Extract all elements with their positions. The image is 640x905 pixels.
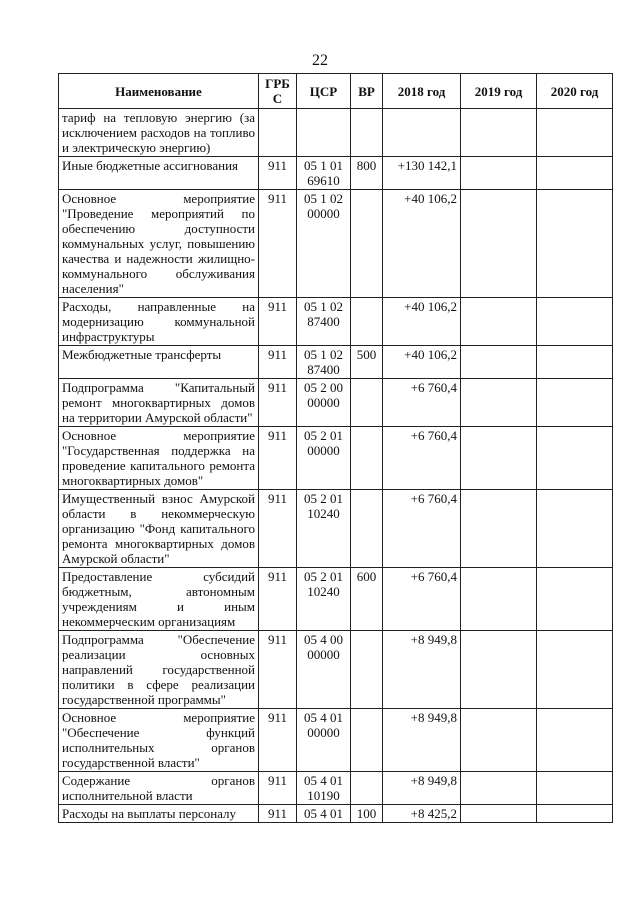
cell-2019 [461, 157, 537, 190]
cell-2018: +40 106,2 [383, 190, 461, 298]
cell-csr: 05 1 02 87400 [297, 346, 351, 379]
cell-2020 [537, 709, 613, 772]
cell-2019 [461, 190, 537, 298]
cell-vr [351, 709, 383, 772]
cell-2019 [461, 490, 537, 568]
cell-2019 [461, 346, 537, 379]
cell-csr: 05 1 02 87400 [297, 298, 351, 346]
header-name: Наименование [59, 74, 259, 109]
cell-grbs: 911 [259, 427, 297, 490]
table-row [59, 379, 613, 427]
table-row [59, 709, 613, 772]
cell-csr: 05 2 00 00000 [297, 379, 351, 427]
cell-vr: 800 [351, 157, 383, 190]
table-row [59, 772, 613, 805]
cell-csr [297, 109, 351, 157]
table-row [59, 568, 613, 631]
cell-vr: 600 [351, 568, 383, 631]
cell-csr: 05 2 01 00000 [297, 427, 351, 490]
cell-2020 [537, 109, 613, 157]
cell-2020 [537, 379, 613, 427]
cell-name: Иные бюджетные ассигнования [59, 157, 259, 190]
cell-grbs: 911 [259, 157, 297, 190]
cell-vr [351, 379, 383, 427]
cell-name: Основное мероприятие "Обеспечение функций исполнительных органов государственной власти" [59, 709, 259, 772]
table-row [59, 427, 613, 490]
cell-2019 [461, 805, 537, 823]
cell-vr [351, 190, 383, 298]
cell-grbs: 911 [259, 346, 297, 379]
cell-2019 [461, 568, 537, 631]
cell-2019 [461, 709, 537, 772]
table-row [59, 298, 613, 346]
cell-name: Предоставление субсидий бюджетным, автономным учреждениям и иным некоммерческим организациям [59, 568, 259, 631]
cell-grbs: 911 [259, 298, 297, 346]
table-row [59, 346, 613, 379]
table-row [59, 190, 613, 298]
cell-grbs: 911 [259, 772, 297, 805]
cell-2018: +6 760,4 [383, 427, 461, 490]
cell-vr [351, 490, 383, 568]
cell-grbs: 911 [259, 805, 297, 823]
cell-2020 [537, 490, 613, 568]
cell-name: Расходы, направленные на модернизацию коммунальной инфраструктуры [59, 298, 259, 346]
cell-2020 [537, 190, 613, 298]
cell-2018: +40 106,2 [383, 298, 461, 346]
cell-2019 [461, 109, 537, 157]
cell-2018: +8 949,8 [383, 772, 461, 805]
cell-2020 [537, 631, 613, 709]
cell-name: Содержание органов исполнительной власти [59, 772, 259, 805]
cell-2019 [461, 427, 537, 490]
cell-csr: 05 1 01 69610 [297, 157, 351, 190]
cell-2019 [461, 631, 537, 709]
cell-name: Межбюджетные трансферты [59, 346, 259, 379]
cell-grbs: 911 [259, 190, 297, 298]
table-row [59, 631, 613, 709]
cell-name: Имущественный взнос Амурской области в некоммерческую организацию "Фонд капитального ремонта многоквартирных домов Амурской области" [59, 490, 259, 568]
cell-csr: 05 4 01 [297, 805, 351, 823]
header-2018: 2018 год [383, 74, 461, 109]
cell-2020 [537, 427, 613, 490]
cell-csr: 05 2 01 10240 [297, 490, 351, 568]
cell-grbs [259, 109, 297, 157]
cell-csr: 05 4 01 10190 [297, 772, 351, 805]
cell-name: Подпрограмма "Обеспечение реализации основных направлений государственной политики в сфере реализации государственной программы" [59, 631, 259, 709]
table-body [59, 109, 613, 823]
cell-2018: +8 425,2 [383, 805, 461, 823]
table-row [59, 805, 613, 823]
table-row [59, 109, 613, 157]
cell-grbs: 911 [259, 568, 297, 631]
cell-2019 [461, 772, 537, 805]
cell-2019 [461, 379, 537, 427]
cell-2018 [383, 109, 461, 157]
cell-vr [351, 772, 383, 805]
cell-2020 [537, 805, 613, 823]
cell-2018: +6 760,4 [383, 568, 461, 631]
header-2020: 2020 год [537, 74, 613, 109]
cell-csr: 05 4 01 00000 [297, 709, 351, 772]
cell-2018: +6 760,4 [383, 379, 461, 427]
table-row [59, 157, 613, 190]
cell-grbs: 911 [259, 631, 297, 709]
cell-2018: +40 106,2 [383, 346, 461, 379]
page-number: 22 [312, 52, 328, 69]
table-header-row [59, 74, 613, 109]
cell-2020 [537, 568, 613, 631]
table-row [59, 490, 613, 568]
header-vr: ВР [351, 74, 383, 109]
cell-vr [351, 427, 383, 490]
cell-2018: +8 949,8 [383, 709, 461, 772]
cell-2018: +6 760,4 [383, 490, 461, 568]
cell-2020 [537, 298, 613, 346]
header-grbs: ГРБ С [259, 74, 297, 109]
header-csr: ЦСР [297, 74, 351, 109]
cell-name: тариф на тепловую энергию (за исключением расходов на топливо и электрическую энергию) [59, 109, 259, 157]
cell-2020 [537, 346, 613, 379]
cell-2018: +8 949,8 [383, 631, 461, 709]
cell-vr: 100 [351, 805, 383, 823]
cell-vr [351, 298, 383, 346]
cell-vr [351, 631, 383, 709]
header-2019: 2019 год [461, 74, 537, 109]
cell-grbs: 911 [259, 379, 297, 427]
cell-vr: 500 [351, 346, 383, 379]
cell-grbs: 911 [259, 709, 297, 772]
cell-csr: 05 2 01 10240 [297, 568, 351, 631]
cell-2019 [461, 298, 537, 346]
cell-name: Основное мероприятие "Государственная поддержка на проведение капитального ремонта многоквартирных домов" [59, 427, 259, 490]
cell-vr [351, 109, 383, 157]
cell-name: Основное мероприятие "Проведение мероприятий по обеспечению доступности коммунальных услуг, повышению качества и надежности жилищно-коммунального обслуживания населения" [59, 190, 259, 298]
cell-name: Расходы на выплаты персоналу [59, 805, 259, 823]
cell-csr: 05 4 00 00000 [297, 631, 351, 709]
budget-table [58, 73, 613, 823]
cell-csr: 05 1 02 00000 [297, 190, 351, 298]
cell-2020 [537, 157, 613, 190]
cell-name: Подпрограмма "Капитальный ремонт многоквартирных домов на территории Амурской области" [59, 379, 259, 427]
cell-2018: +130 142,1 [383, 157, 461, 190]
cell-2020 [537, 772, 613, 805]
cell-grbs: 911 [259, 490, 297, 568]
